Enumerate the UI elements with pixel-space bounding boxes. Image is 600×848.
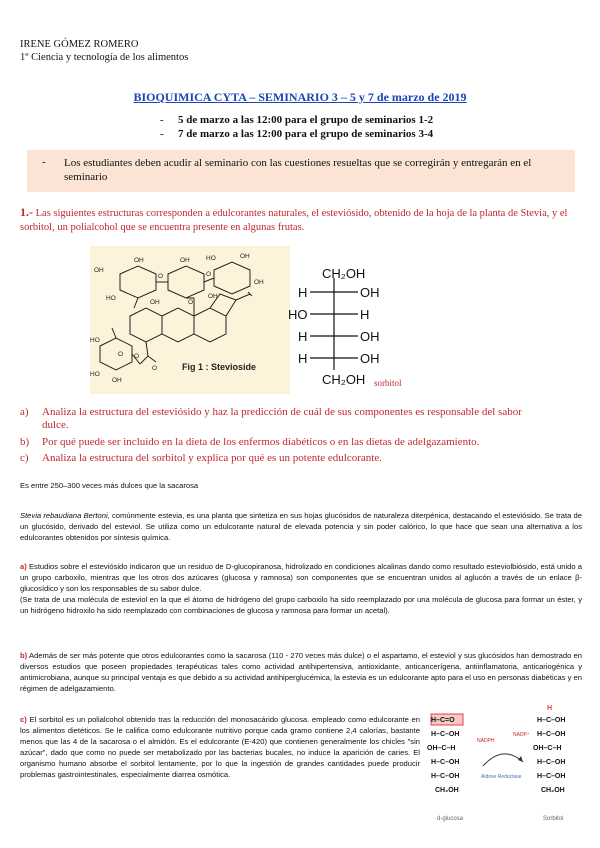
question-text: Las siguientes estructuras corresponden a edulcorantes naturales, el esteviósido, obtenido de la hoja de la planta de Stevia, y el sorbitol, un polialcohol que se encuentra presente en algunas frutas. <box>20 208 568 233</box>
stevio-label: O <box>158 273 164 280</box>
question-1 <box>20 205 585 235</box>
stevio-label: OH <box>240 253 250 260</box>
schedule-item-2: - 7 de marzo a las 12:00 para el grupo de seminarios 3-4 <box>160 128 434 140</box>
stevio-label: O <box>152 365 158 372</box>
notice-bullet: - <box>42 156 46 168</box>
question-item-a <box>20 406 585 432</box>
answer-label: a) <box>20 562 27 571</box>
schedule-text: 5 de marzo a las 12:00 para el grupo de seminarios 1-2 <box>178 114 434 126</box>
answer-intro <box>20 510 582 543</box>
stevio-label: HO <box>90 371 100 378</box>
stevio-label: O <box>118 351 124 358</box>
stevioside-figure <box>90 246 290 394</box>
cofactor-nadph: NADPH <box>477 738 495 744</box>
glucose-label: d-glucosa <box>437 816 464 822</box>
sorbitol-row: H–C–OH <box>537 717 566 724</box>
sorbitol-row-highlight: H <box>547 705 553 712</box>
stevio-label: OH <box>180 257 190 264</box>
answer-sweetness: Es entre 250–300 veces más dulces que la sacarosa <box>20 481 199 490</box>
sorbitol-left: H <box>298 329 308 344</box>
stevio-label: OH <box>134 257 144 264</box>
species-name: Stevia rebaudiana Bertoni <box>20 511 108 520</box>
item-label: a) <box>20 406 29 418</box>
answer-c <box>20 714 420 780</box>
schedule-text: 7 de marzo a las 12:00 para el grupo de seminarios 3-4 <box>178 128 434 140</box>
stevioside-structure <box>90 246 290 394</box>
enzyme-label: Aldose Reductase <box>481 774 522 780</box>
item-label: c) <box>20 452 29 464</box>
answer-text: El sorbitol es un polialcohol obtenido tras la reducción del monosacárido glucosa. empleado como edulcorante en los alimentos dietéticos. Se le califica como edulcorante nutritivo porque cada gramo contiene 2,4 calorías, bastante menos que las 4 de la sacarosa o el almidón. Es el edulcorante (E-420) que contienen generalmente los chicles "sin azúcar", dado que como no puede ser metabolizado por las bacterias bucales, no induce la aparición de caries. El organismo humano absorbe el sorbitol lentamente, por lo que la ingestión de grandes cantidades puede producir problemas gastrointestinales, especialmente diarrea osmótica. <box>20 715 420 779</box>
sorbitol-left: H <box>298 351 308 366</box>
answer-a <box>20 561 582 616</box>
item-text: Por qué puede ser incluido en la dieta de los enfermos diabéticos o en las dietas de adelgazamiento. <box>42 436 480 448</box>
notice-text: Los estudiantes deben acudir al seminario con las cuestiones resueltas que se corregirán y entregarán en el seminario <box>64 157 532 183</box>
question-number: 1.- <box>20 205 33 219</box>
answer-b <box>20 650 582 694</box>
glucose-row: H–C–OH <box>431 773 460 780</box>
answer-text: Estudios sobre el esteviósido indicaron que un residuo de D-glucopiranosa, hidrolizado en condiciones alcalinas dando como resultado esteviolbiósido, está unido a un grupo carboxilo, mientras que los otros dos azúcares (glucosa y ramnosa) son componentes que se encuentran unidos al aglucón a través de un enlace β-glucosídico y son los responsables de su sabor dulce. <box>20 562 582 593</box>
sorbitol-row: H–C–OH <box>537 759 566 766</box>
glucose-row: OH–C–H <box>427 745 456 752</box>
stevio-label: HO <box>106 295 116 302</box>
answer-text: Además de ser más potente que otros edulcorantes como la sacarosa (110 - 270 veces más dulce) o el aspartamo, el esteviol y sus glucósidos han demostrado en diversos estudios que poseen propiedades terapéuticas tales como actividad antihipertensiva, antioxidante, anticancerígena, antiinflamatoria, anticariogénica y antimicrobiana, aunque su principal ventaja es que debido a su actividad antihiperglucémica, la estevia es un edulcorante apto para el uso en personas diabéticas y en régimen de adelgazamiento. <box>20 651 582 693</box>
sorbitol-right: H <box>360 307 370 322</box>
stevio-label: O <box>206 271 212 278</box>
item-text-continuation: dulce. <box>42 419 69 431</box>
question-item-b <box>20 436 585 449</box>
item-text: Analiza la estructura del sorbitol y explica por qué es un potente edulcorante. <box>42 452 382 464</box>
stevio-label: O <box>188 299 194 306</box>
sorbitol-left: H <box>298 285 308 300</box>
sorbitol-label: sorbitol <box>374 378 402 388</box>
sorbitol-right: OH <box>360 329 380 344</box>
schedule-item-1: - 5 de marzo a las 12:00 para el grupo de seminarios 1-2 <box>160 114 434 126</box>
glucose-row: H–C–OH <box>431 731 460 738</box>
glucose-sorbitol-reaction <box>425 705 585 824</box>
sorbitol-top: CH₂OH <box>322 266 366 281</box>
stevio-label: OH <box>94 267 104 274</box>
intro-text: , comúnmente estevia, es una planta que sintetiza en sus hojas glucósidos de naturaleza diterpénica, destacando el esteviósido. Se trata de un glucósido, derivado del esteviol. Se utiliza como un edulcorante natural de elevada potencia y sin poder calórico, lo que hace que sean una alternativa a los edulcorantes obtenidos por síntesis química. <box>20 511 582 542</box>
sorbitol-row: OH–C–H <box>533 745 562 752</box>
question-item-c <box>20 452 585 465</box>
stevio-label: OH <box>150 299 160 306</box>
sorbitol-bottom: CH₂OH <box>322 372 366 387</box>
figure-caption: Fig 1 : Stevioside <box>182 362 257 372</box>
glucose-row: CH₂OH <box>435 787 459 794</box>
sorbitol-row: CH₂OH <box>541 787 565 794</box>
stevio-label: OH <box>112 377 122 384</box>
stevio-label: HO <box>206 255 216 262</box>
cofactor-nadp: NADP⁺ <box>513 732 530 738</box>
item-text: Analiza la estructura del esteviósido y haz la predicción de cuál de sus componentes es responsable del sabor <box>42 406 522 418</box>
author-name: IRENE GÓMEZ ROMERO <box>20 39 139 50</box>
page-title: BIOQUIMICA CYTA – SEMINARIO 3 – 5 y 7 de marzo de 2019 <box>133 90 467 104</box>
answer-label: b) <box>20 651 28 660</box>
stevio-label: O <box>134 353 140 360</box>
reaction-arrow <box>483 754 523 766</box>
sorbitol-right: OH <box>360 351 380 366</box>
stevio-label: HO <box>90 337 100 344</box>
sorbitol-row: H–C–OH <box>537 731 566 738</box>
sorbitol-row: H–C–OH <box>537 773 566 780</box>
item-label: b) <box>20 436 30 448</box>
stevio-label: OH <box>254 279 264 286</box>
sorbitol-structure <box>286 258 446 393</box>
sorbitol-left: HO <box>288 307 308 322</box>
answer-label: c) <box>20 715 27 724</box>
course-name: 1º Ciencia y tecnología de los alimentos <box>20 52 189 63</box>
glucose-row: H–C–OH <box>431 759 460 766</box>
glucose-row: H–C=O <box>431 717 455 724</box>
sorbitol-diagram-label: Sorbitol <box>543 816 564 822</box>
arrow-head-icon <box>518 756 523 762</box>
sorbitol-right: OH <box>360 285 380 300</box>
answer-text-extra: (Se trata de una molécula de esteviol en la que el átomo de hidrógeno del grupo carboxilo ha sido reemplazado por una molécula de glucosa para formar un éster, y un hidrógeno hidroxilo ha sido reemplazado con combinaciones de glucosa y ramnosa para formar un acetal). <box>20 595 582 615</box>
stevio-label: OH <box>208 293 218 300</box>
